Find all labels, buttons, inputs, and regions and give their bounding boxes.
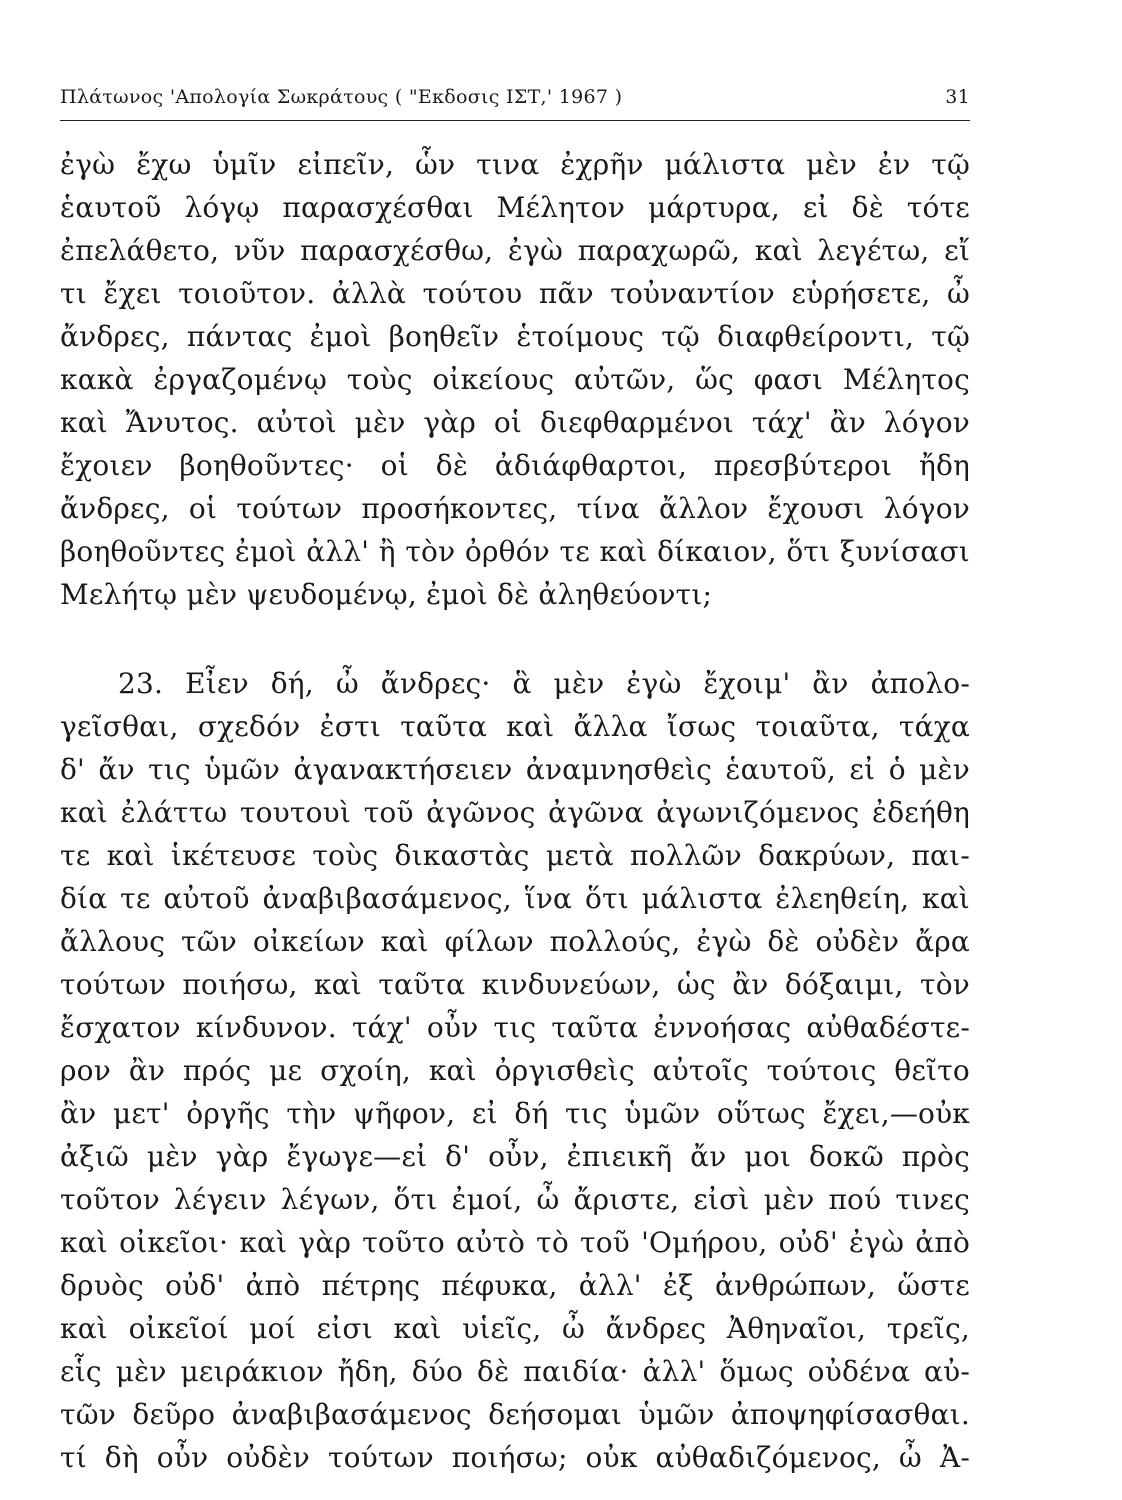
page-number: 31 (945, 86, 970, 108)
text-line: ἄνδρες, πάντας ἐμοὶ βοηθεῖν ἑτοίμους τῷ διαφθείροντι, τῷ (60, 320, 970, 353)
text-line: ἂν μετ' ὀργῆς τὴν ψῆφον, εἰ δή τις ὑμῶν οὕτως ἔχει,—οὐκ (60, 1097, 970, 1130)
text-line: δ' ἄν τις ὑμῶν ἀγανακτήσειεν ἀναμνησθεὶς ἑαυτοῦ, εἰ ὁ μὲν (60, 753, 970, 786)
text-line: γεῖσθαι, σχεδόν ἐστι ταῦτα καὶ ἄλλα ἴσως τοιαῦτα, τάχα (60, 710, 970, 743)
text-line: εἷς μὲν μειράκιον ἤδη, δύο δὲ παιδία· ἀλλ' ὅμως οὐδένα αὐ- (60, 1355, 970, 1388)
text-line: καὶ ἐλάττω τουτουὶ τοῦ ἀγῶνος ἀγῶνα ἀγωνιζόμενος ἐδεήθη (60, 796, 970, 829)
running-head-title: Πλάτωνος 'Απολογία Σωκράτους ( "Εκδοσις ΙΣΤ,' 1967 ) (60, 86, 623, 108)
text-line: τε καὶ ἱκέτευσε τοὺς δικαστὰς μετὰ πολλῶν δακρύων, παι- (60, 839, 970, 872)
text-line: καὶ οἰκεῖοι· καὶ γὰρ τοῦτο αὐτὸ τὸ τοῦ 'Ομήρου, οὐδ' ἐγὼ ἀπὸ (60, 1226, 970, 1259)
text-line: κακὰ ἐργαζομένῳ τοὺς οἰκείους αὐτῶν, ὥς φασι Μέλητος (60, 363, 970, 396)
body-text (60, 143, 970, 1479)
text-line: τούτων ποιήσω, καὶ ταῦτα κινδυνεύων, ὡς ἂν δόξαιμι, τὸν (60, 968, 970, 1001)
text-line: ἐπελάθετο, νῦν παρασχέσθω, ἐγὼ παραχωρῶ, καὶ λεγέτω, εἴ (60, 234, 970, 267)
paragraph-1 (60, 143, 970, 616)
text-line: τί δὴ οὖν οὐδὲν τούτων ποιήσω; οὐκ αὐθαδιζόμενος, ὦ Ἀ- (60, 1441, 970, 1474)
text-line: ἄλλους τῶν οἰκείων καὶ φίλων πολλούς, ἐγὼ δὲ οὐδὲν ἄρα (60, 925, 970, 958)
section-opening-line: 23. Εἶεν δή, ὦ ἄνδρες· ἃ μὲν ἐγὼ ἔχοιμ' ἂν ἀπολο- (118, 667, 970, 700)
text-line: τῶν δεῦρο ἀναβιβασάμενος δεήσομαι ὑμῶν ἀποψηφίσασθαι. (60, 1398, 970, 1431)
paragraph-2 (60, 662, 970, 1479)
paragraph-gap (60, 616, 970, 662)
text-line: ἔχοιεν βοηθοῦντες· οἱ δὲ ἀδιάφθαρτοι, πρεσβύτεροι ἤδη (60, 449, 970, 482)
text-line: ἑαυτοῦ λόγῳ παρασχέσθαι Μέλητον μάρτυρα, εἰ δὲ τότε (60, 191, 970, 224)
text-line: δρυὸς οὐδ' ἀπὸ πέτρης πέφυκα, ἀλλ' ἐξ ἀνθρώπων, ὥστε (60, 1269, 970, 1302)
text-line: Μελήτῳ μὲν ψευδομένῳ, ἐμοὶ δὲ ἀληθεύοντι; (60, 578, 713, 611)
text-line: τοῦτον λέγειν λέγων, ὅτι ἐμοί, ὦ ἄριστε, εἰσὶ μὲν πού τινες (60, 1183, 970, 1216)
text-line: ἄνδρες, οἱ τούτων προσήκοντες, τίνα ἄλλον ἔχουσι λόγον (60, 492, 970, 525)
text-line: ἔσχατον κίνδυνον. τάχ' οὖν τις ταῦτα ἐννοήσας αὐθαδέστε- (60, 1011, 970, 1044)
text-line: ἐγὼ ἔχω ὑμῖν εἰπεῖν, ὧν τινα ἐχρῆν μάλιστα μὲν ἐν τῷ (60, 148, 970, 181)
running-head (60, 86, 970, 121)
text-line: τι ἔχει τοιοῦτον. ἀλλὰ τούτου πᾶν τοὐναντίον εὑρήσετε, ὦ (60, 277, 970, 310)
text-line: ἀξιῶ μὲν γὰρ ἔγωγε—εἰ δ' οὖν, ἐπιεικῆ ἄν μοι δοκῶ πρὸς (60, 1140, 970, 1173)
text-line: καὶ Ἄνυτος. αὐτοὶ μὲν γὰρ οἱ διεφθαρμένοι τάχ' ἂν λόγον (60, 406, 970, 439)
text-line: βοηθοῦντες ἐμοὶ ἀλλ' ἢ τὸν ὀρθόν τε καὶ δίκαιον, ὅτι ξυνίσασι (60, 535, 970, 568)
text-line: καὶ οἰκεῖοί μοί εἰσι καὶ υἱεῖς, ὦ ἄνδρες Ἀθηναῖοι, τρεῖς, (60, 1312, 970, 1345)
text-line: ρον ἂν πρός με σχοίη, καὶ ὀργισθεὶς αὐτοῖς τούτοις θεῖτο (60, 1054, 970, 1087)
book-page (60, 86, 970, 1479)
text-line: δία τε αὐτοῦ ἀναβιβασάμενος, ἵνα ὅτι μάλιστα ἐλεηθείη, καὶ (60, 882, 970, 915)
